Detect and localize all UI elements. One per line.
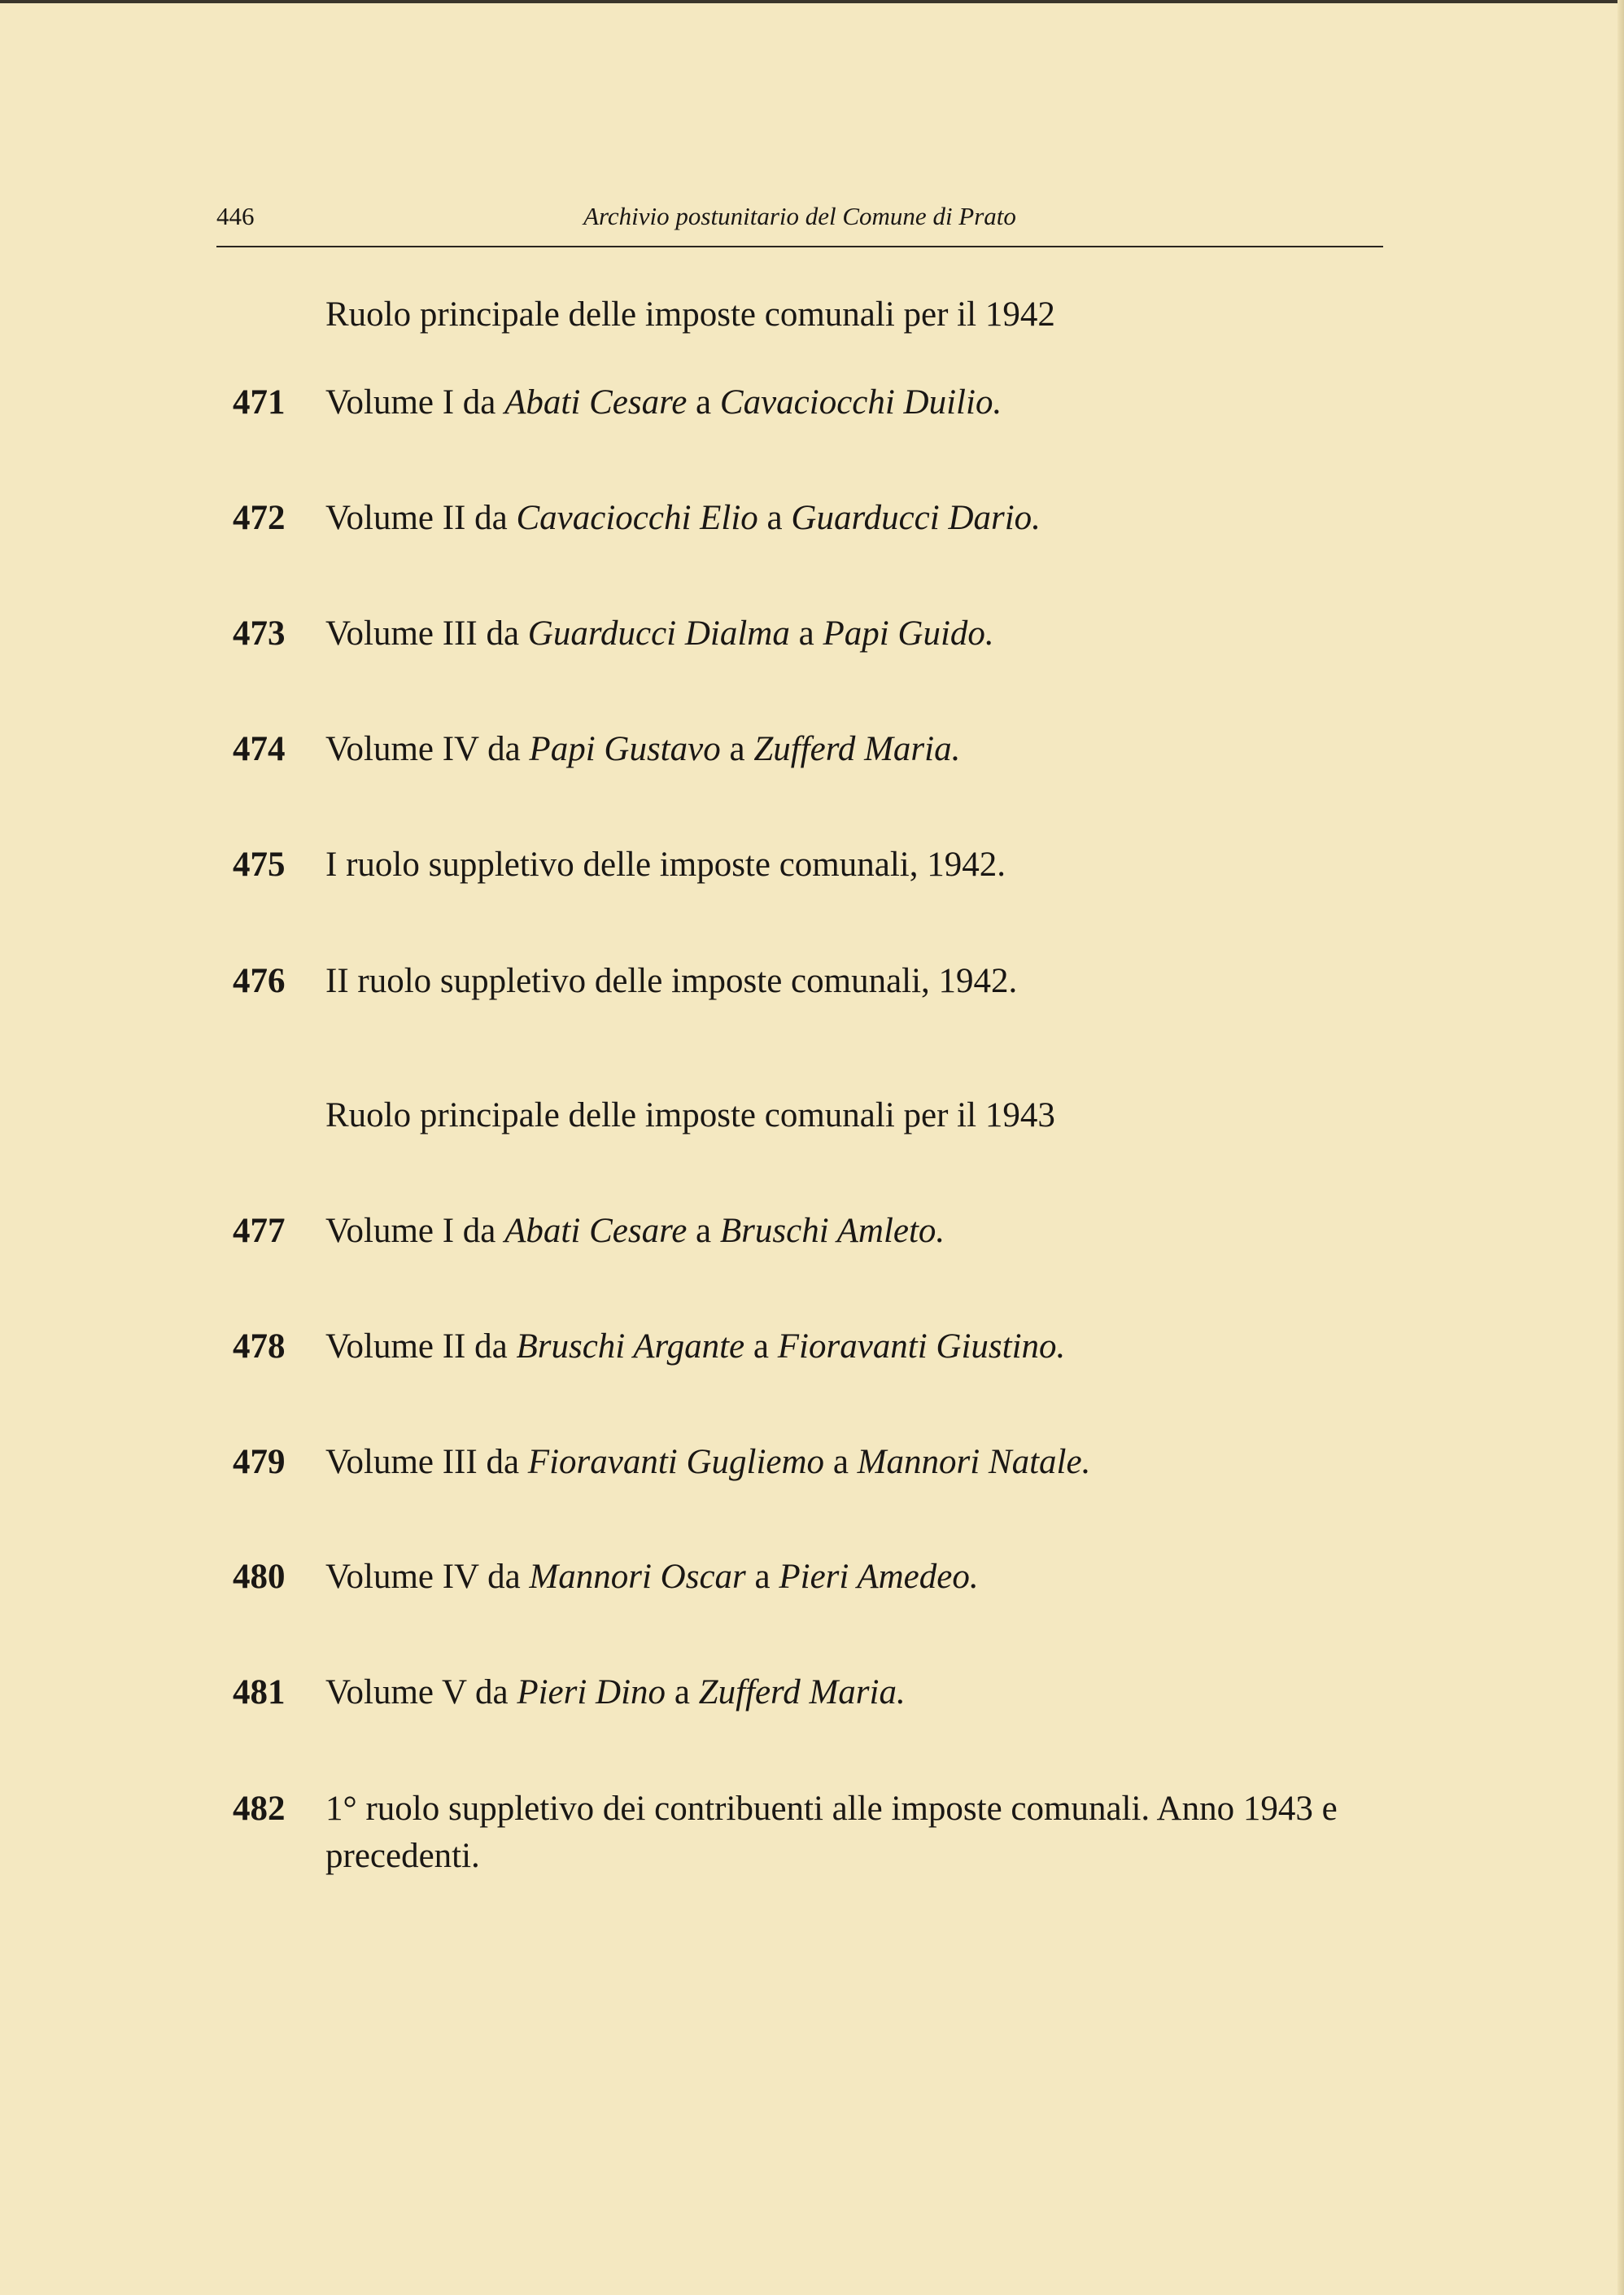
entry-description [325,1439,1383,1486]
entry-text: Volume I da [325,383,505,422]
page-top-edge [0,0,1624,3]
entry-text: Volume II da [325,1327,517,1366]
entry-name-italic: Bruschi Amleto. [719,1212,945,1250]
entry-text: a [744,1327,778,1366]
entry-name-italic: Bruschi Argante [516,1327,745,1366]
entry-text: a [687,383,720,422]
entry-name-italic: Fioravanti Gugliemo [527,1443,825,1481]
entry-text: a [745,1558,779,1596]
entry-name-italic: Cavaciocchi Elio [516,499,758,537]
entry-number: 480 [233,1558,286,1596]
entry-text: Volume I da [325,1212,505,1250]
entry-number: 482 [233,1790,286,1828]
entry-name-italic: Mannori Oscar [529,1558,746,1596]
entry-number: 474 [233,730,286,768]
entry-name-italic: Guarducci Dario. [791,499,1041,537]
entry-number: 473 [233,614,286,653]
entry-text: a [720,730,754,768]
entry-description [325,610,1383,658]
entry-number: 479 [233,1443,286,1481]
entry-description [325,1786,1383,1880]
entry-name-italic: Papi Gustavo [529,730,721,768]
entry-name-italic: Zufferd Maria. [753,730,961,768]
entry-number: 477 [233,1212,286,1250]
entry-name-italic: Pieri Dino [517,1673,666,1711]
entry-description [325,1323,1383,1370]
entry-text: Volume IV da [325,730,530,768]
page-header [216,202,1383,244]
entry-name-italic: Guarducci Dialma [527,614,790,653]
entry-number: 476 [233,962,286,1000]
entry-name-italic: Mannori Natale. [857,1443,1091,1481]
entry-number: 475 [233,846,286,884]
entry-text: a [824,1443,858,1481]
page-right-edge [1617,0,1624,2295]
entry-text: I ruolo suppletivo delle imposte comunali, 1942. [325,846,1006,884]
entry-name-italic: Fioravanti Giustino. [777,1327,1066,1366]
entry-description [325,495,1383,542]
running-title: Archivio postunitario del Comune di Prato [583,202,1016,230]
entry-number: 472 [233,499,286,537]
entry-text: Volume V da [325,1673,517,1711]
entry-text: a [757,499,792,537]
entry-text: a [687,1212,720,1250]
entry-text: a [789,614,823,653]
entry-number: 471 [233,383,286,422]
header-rule [216,246,1383,247]
entry-description [325,842,1383,889]
entry-description [325,726,1383,773]
entry-text: Volume II da [325,499,517,537]
entry-number: 478 [233,1327,286,1366]
entry-number: 481 [233,1673,286,1711]
entry-text: Volume III da [325,614,528,653]
entry-text: 1° ruolo suppletivo dei contribuenti alle imposte comunali. Anno 1943 e precedenti. [325,1790,1338,1875]
entry-name-italic: Abati Cesare [504,1212,688,1250]
entry-text: Volume III da [325,1443,528,1481]
section-heading: Ruolo principale delle imposte comunali per il 1942 [325,295,1055,334]
entry-name-italic: Pieri Amedeo. [779,1558,979,1596]
entry-description [325,379,1383,426]
entry-description [325,1554,1383,1601]
entry-text: II ruolo suppletivo delle imposte comunali, 1942. [325,962,1018,1000]
entry-name-italic: Zufferd Maria. [698,1673,906,1711]
entry-name-italic: Abati Cesare [504,383,688,422]
section-heading: Ruolo principale delle imposte comunali per il 1943 [325,1096,1055,1134]
entry-description [325,1208,1383,1255]
entry-name-italic: Papi Guido. [823,614,994,653]
entry-description [325,1669,1383,1716]
entry-description [325,958,1383,1005]
page-number: 446 [216,202,255,230]
entry-text: a [666,1673,699,1711]
entry-name-italic: Cavaciocchi Duilio. [719,383,1002,422]
entry-text: Volume IV da [325,1558,530,1596]
